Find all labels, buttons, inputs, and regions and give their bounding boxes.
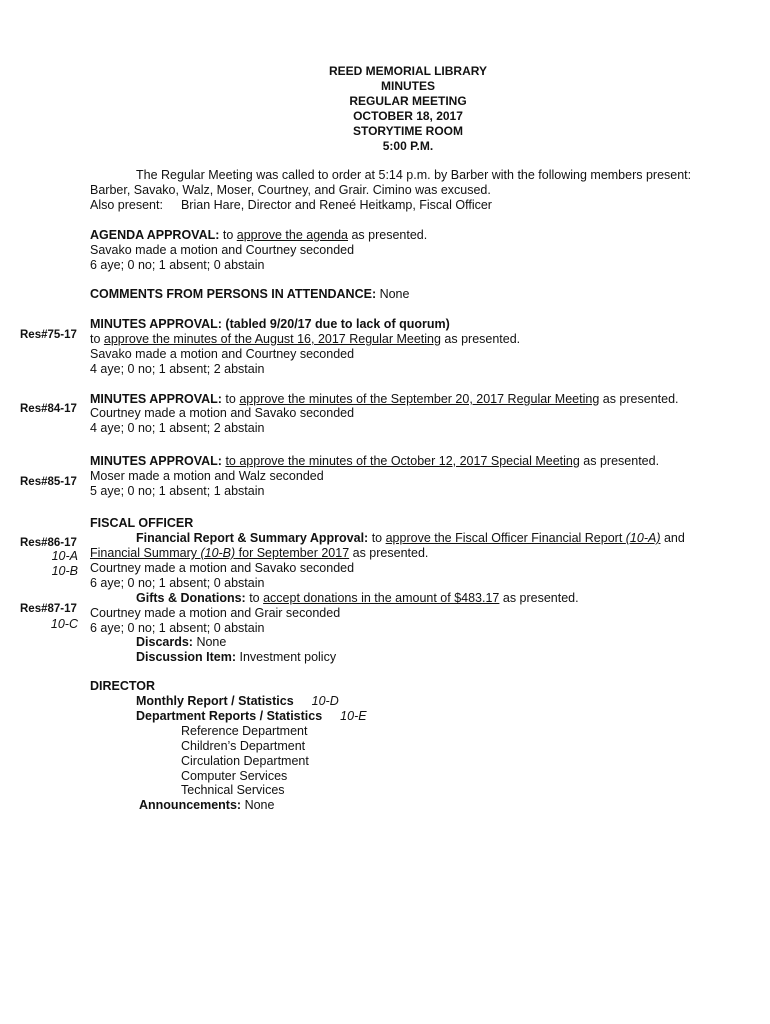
department-item: Technical Services bbox=[181, 783, 285, 797]
fin-line2-link-text: Financial Summary bbox=[90, 546, 201, 560]
intro-line-2: Barber, Savako, Walz, Moser, Courtney, and Grair. Cimino was excused. bbox=[90, 183, 491, 197]
agenda-vote: 6 aye; 0 no; 1 absent; 0 abstain bbox=[90, 258, 265, 272]
discussion-label: Discussion Item: bbox=[136, 650, 237, 664]
department-item: Computer Services bbox=[181, 769, 288, 783]
gifts-motion: Courtney made a motion and Grair seconded bbox=[90, 606, 341, 620]
discussion-value: Investment policy bbox=[236, 650, 337, 664]
gifts-link: accept donations in the amount of $483.17 bbox=[263, 591, 500, 605]
comments-heading: COMMENTS FROM PERSONS IN ATTENDANCE: bbox=[90, 287, 377, 301]
res84-ref: Res#84-17 bbox=[20, 403, 77, 415]
res85-link: to approve the minutes of the October 12, 2017 Special Meeting bbox=[225, 454, 580, 468]
res85-text bbox=[90, 454, 659, 469]
res84-link: approve the minutes of the September 20, 2017 Regular Meeting bbox=[239, 392, 600, 406]
agenda-link: approve the agenda bbox=[236, 228, 348, 242]
fin-line-1 bbox=[136, 531, 685, 546]
res75-vote: 4 aye; 0 no; 1 absent; 2 abstain bbox=[90, 362, 265, 376]
announcements-label: Announcements: bbox=[139, 798, 242, 812]
announcements-line bbox=[139, 798, 274, 813]
fin-and: and bbox=[660, 531, 685, 545]
res75-motion: Savako made a motion and Courtney seconded bbox=[90, 347, 355, 361]
res75-heading bbox=[90, 317, 450, 332]
meeting-location: STORYTIME ROOM bbox=[352, 124, 463, 138]
monthly-report-line bbox=[136, 694, 339, 709]
res86-mark-b: 10-B bbox=[51, 564, 78, 578]
meeting-type: REGULAR MEETING bbox=[349, 94, 467, 108]
fin-line2-italic: (10-B) bbox=[200, 546, 236, 560]
fiscal-heading bbox=[90, 516, 193, 531]
fin-motion: Courtney made a motion and Savako seconded bbox=[90, 561, 355, 575]
agenda-post: as presented. bbox=[348, 228, 428, 242]
fin-link-italic: (10-A) bbox=[625, 531, 661, 545]
res75-ref: Res#75-17 bbox=[20, 329, 77, 341]
gifts-pre: to bbox=[245, 591, 264, 605]
announcements-value: None bbox=[241, 798, 275, 812]
fin-vote: 6 aye; 0 no; 1 absent; 0 abstain bbox=[90, 576, 265, 590]
agenda-approval bbox=[90, 228, 427, 243]
director-heading bbox=[90, 679, 155, 694]
monthly-label: Monthly Report / Statistics bbox=[136, 694, 294, 708]
department-item: Children’s Department bbox=[181, 739, 306, 753]
meeting-date: OCTOBER 18, 2017 bbox=[353, 109, 463, 123]
also-present-label: Also present: bbox=[90, 198, 163, 212]
res85-post: as presented. bbox=[579, 454, 660, 468]
dept-ref: 10-E bbox=[340, 709, 367, 723]
also-present-text: Brian Hare, Director and Reneé Heitkamp, Fiscal Officer bbox=[180, 198, 492, 212]
res75-post: as presented. bbox=[440, 332, 521, 346]
agenda-heading: AGENDA APPROVAL: bbox=[90, 228, 220, 242]
res75-text bbox=[90, 332, 520, 347]
document-header bbox=[258, 64, 558, 154]
monthly-ref: 10-D bbox=[311, 694, 339, 708]
res85-motion: Moser made a motion and Walz seconded bbox=[90, 469, 324, 483]
res84-motion: Courtney made a motion and Savako seconded bbox=[90, 406, 355, 420]
document-type: MINUTES bbox=[381, 79, 435, 93]
department-item: Circulation Department bbox=[181, 754, 309, 768]
agenda-pre: to bbox=[219, 228, 237, 242]
fin-line2-post: as presented. bbox=[349, 546, 429, 560]
res75-heading-text: MINUTES APPROVAL: (tabled 9/20/17 due to lack of quorum) bbox=[90, 317, 450, 331]
gifts-line bbox=[136, 591, 579, 606]
gifts-heading: Gifts & Donations: bbox=[136, 591, 246, 605]
res85-ref: Res#85-17 bbox=[20, 476, 77, 488]
gifts-vote: 6 aye; 0 no; 1 absent; 0 abstain bbox=[90, 621, 265, 635]
discards-label: Discards: bbox=[136, 635, 193, 649]
fin-line-2 bbox=[90, 546, 428, 561]
res84-pre: to bbox=[221, 392, 240, 406]
fin-line2-link bbox=[90, 546, 349, 560]
fin-link-text: approve the Fiscal Officer Financial Report bbox=[385, 531, 626, 545]
comments-section bbox=[90, 287, 409, 302]
res84-text bbox=[90, 392, 679, 407]
dept-report-line bbox=[136, 709, 367, 724]
library-name: REED MEMORIAL LIBRARY bbox=[328, 64, 487, 78]
fin-line2-link2: for September 2017 bbox=[235, 546, 350, 560]
comments-value: None bbox=[376, 287, 410, 301]
director-heading-text: DIRECTOR bbox=[90, 679, 156, 693]
res87-mark: 10-C bbox=[50, 617, 78, 631]
meeting-time: 5:00 P.M. bbox=[382, 139, 434, 153]
res84-post: as presented. bbox=[599, 392, 679, 406]
gifts-post: as presented. bbox=[499, 591, 579, 605]
department-item: Reference Department bbox=[181, 724, 308, 738]
res87-ref: Res#87-17 bbox=[20, 603, 77, 615]
intro-line-1: The Regular Meeting was called to order at 5:14 p.m. by Barber with the following members present: bbox=[136, 168, 692, 182]
res85-vote: 5 aye; 0 no; 1 absent; 1 abstain bbox=[90, 484, 265, 498]
res85-heading: MINUTES APPROVAL: bbox=[90, 454, 222, 468]
fin-pre: to bbox=[368, 531, 386, 545]
res84-vote: 4 aye; 0 no; 1 absent; 2 abstain bbox=[90, 421, 265, 435]
fin-heading: Financial Report & Summary Approval: bbox=[136, 531, 369, 545]
dept-label: Department Reports / Statistics bbox=[136, 709, 323, 723]
discussion-line bbox=[136, 650, 336, 665]
discards-line bbox=[136, 635, 226, 650]
res86-mark-a: 10-A bbox=[51, 549, 78, 563]
res86-ref: Res#86-17 bbox=[20, 537, 77, 549]
agenda-motion: Savako made a motion and Courtney seconded bbox=[90, 243, 355, 257]
res75-pre: to bbox=[90, 332, 104, 346]
fin-link bbox=[386, 531, 661, 545]
discards-value: None bbox=[192, 635, 227, 649]
fiscal-heading-text: FISCAL OFFICER bbox=[90, 516, 194, 530]
res84-heading: MINUTES APPROVAL: bbox=[90, 392, 222, 406]
intro-line-3 bbox=[90, 198, 492, 213]
res75-link: approve the minutes of the August 16, 2017 Regular Meeting bbox=[103, 332, 441, 346]
